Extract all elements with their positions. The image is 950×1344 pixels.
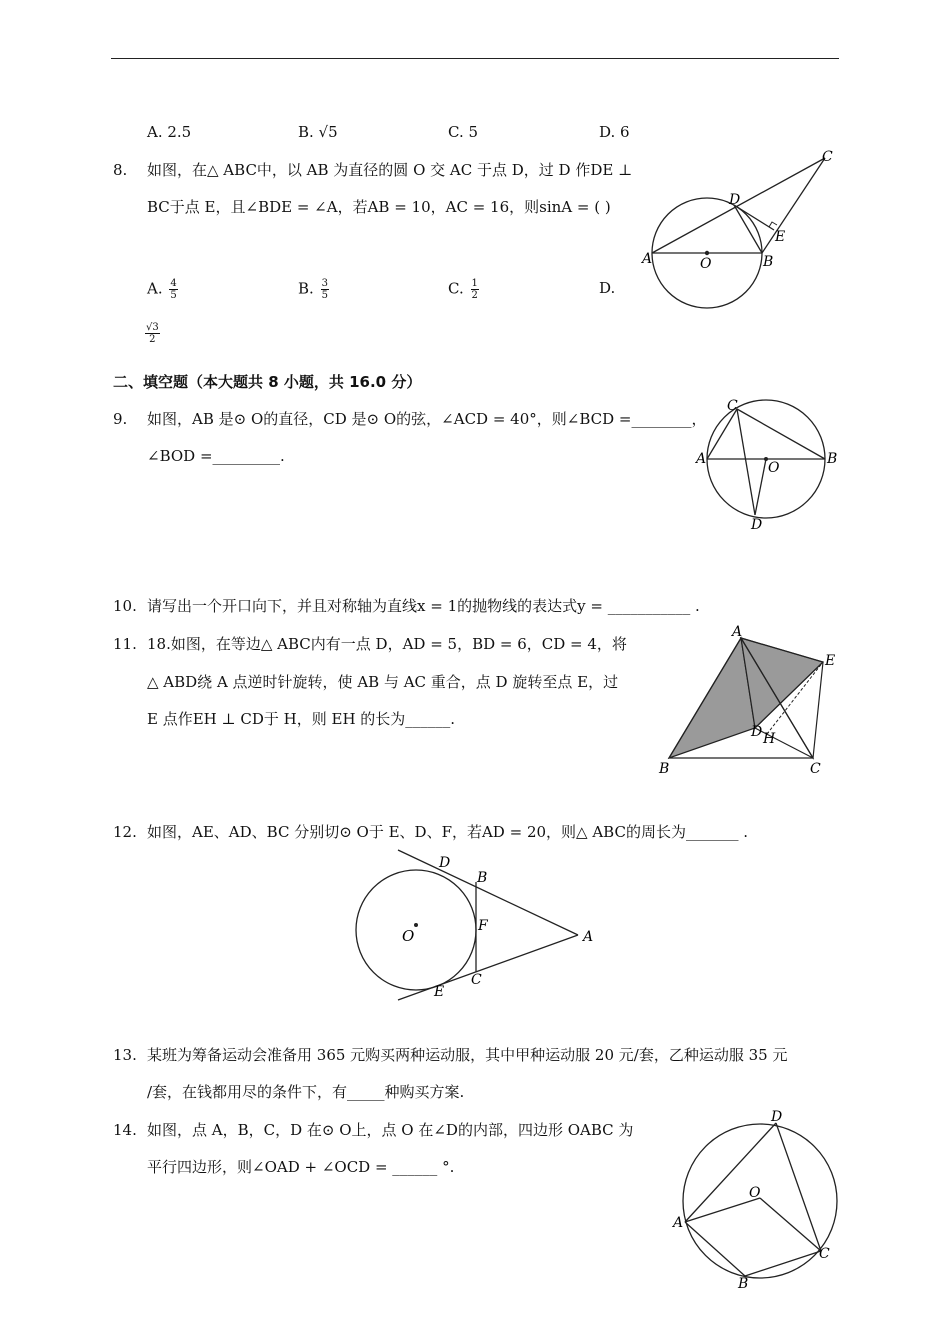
q13-number: 13.: [113, 1046, 137, 1064]
q14-label-o: O: [749, 1185, 761, 1201]
q12-text-line1: 如图，AE、AD、BC 分别切⊙ O于 E、D、F，若AD = 20，则△ ABC的周长为_______ .: [147, 823, 748, 841]
q7-option-a: A. 2.5: [147, 123, 192, 141]
q8-option-d-label: D.: [599, 279, 616, 297]
q12-label-b: B: [477, 870, 488, 886]
q11-label-a: A: [732, 624, 743, 640]
q12-label-e: E: [434, 984, 445, 1000]
q11-label-d: D: [751, 724, 763, 740]
frac-num: 1: [471, 278, 478, 289]
q8-option-b-label: B.: [298, 279, 314, 298]
q8-label-a: A: [642, 251, 653, 267]
q11-shaded-triangle-abd: [669, 638, 755, 758]
q8-option-a: [147, 278, 178, 301]
q8-text-line1: 如图，在△ ABC中，以 AB 为直径的圆 O 交 AC 于点 D，过 D 作DE ⊥: [147, 161, 633, 179]
q9-label-o: O: [768, 460, 780, 476]
q10-number: 10.: [113, 597, 137, 615]
header-rule: [111, 58, 839, 59]
q8-label-b: B: [763, 254, 774, 270]
q12-tangent-ae: [398, 935, 578, 1000]
q14-label-c: C: [819, 1246, 830, 1262]
q14-figure: [668, 1105, 848, 1295]
q8-label-c: C: [822, 149, 833, 165]
q11-number: 11.: [113, 635, 137, 653]
q13-text-line1: 某班为筹备运动会准备用 365 元购买两种运动服，其中甲种运动服 20 元/套，乙种运动服 35 元: [147, 1046, 788, 1064]
frac-num: 3: [321, 278, 328, 289]
frac-den: 2: [149, 334, 156, 345]
q14-label-d: D: [771, 1109, 783, 1125]
q9-label-d: D: [751, 517, 763, 533]
q8-option-d-fraction: [145, 322, 160, 345]
q12-label-o: O: [402, 927, 415, 945]
q14-text-line1: 如图，点 A，B，C，D 在⊙ O上，点 O 在∠D的内部，四边形 OABC 为: [147, 1121, 634, 1139]
q8-label-e: E: [775, 229, 786, 245]
frac-den: 5: [321, 290, 328, 301]
q14-circle: [683, 1124, 837, 1278]
q14-text-line2: 平行四边形，则∠OAD + ∠OCD = ______ °.: [147, 1158, 455, 1176]
q9-label-b: B: [827, 451, 838, 467]
q8-option-a-fraction: [169, 278, 177, 301]
q8-text-line2: BC于点 E，且∠BDE = ∠A，若AB = 10，AC = 16，则sinA = ( ): [147, 198, 611, 216]
q12-label-c: C: [471, 972, 482, 988]
q12-number: 12.: [113, 823, 137, 841]
q8-segment-bc: [762, 158, 825, 253]
q8-segment-de: [734, 205, 774, 230]
q9-figure: [695, 393, 845, 533]
q8-option-b: [298, 278, 329, 301]
q11-label-e: E: [825, 653, 836, 669]
q14-label-b: B: [738, 1276, 749, 1292]
q8-option-c-fraction: [471, 278, 479, 301]
q12-circle: [356, 870, 476, 990]
q11-label-b: B: [659, 761, 670, 777]
q11-label-h: H: [763, 731, 776, 747]
q11-text-line2: △ ABD绕 A 点逆时针旋转，使 AB 与 AC 重合，点 D 旋转至点 E，过: [147, 673, 619, 691]
q11-text-line1: 18.如图，在等边△ ABC内有一点 D，AD = 5，BD = 6，CD = 4，将: [147, 635, 627, 653]
section-title-fill-in: 二、填空题（本大题共 8 小题，共 16.0 分）: [113, 373, 422, 391]
q8-option-b-fraction: [321, 278, 329, 301]
q7-option-d: D. 6: [599, 123, 630, 141]
q10-text-line1: 请写出一个开口向下，并且对称轴为直线x = 1的抛物线的表达式y = ___________ .: [147, 597, 700, 615]
q13-text-line2: /套，在钱都用尽的条件下，有_____种购买方案.: [147, 1083, 465, 1101]
q12-label-d: D: [439, 855, 451, 871]
q14-segment-ab: [685, 1222, 745, 1276]
q8-label-o: O: [700, 256, 712, 272]
q9-label-c: C: [727, 398, 738, 414]
frac-den: 2: [471, 290, 478, 301]
q7-option-c: C. 5: [448, 123, 479, 141]
q9-label-a: A: [696, 451, 707, 467]
q9-segment-cd: [737, 409, 755, 515]
frac-num: √3: [146, 322, 159, 333]
q8-right-angle-mark: [769, 222, 777, 227]
q9-text-line1: 如图，AB 是⊙ O的直径，CD 是⊙ O的弦，∠ACD = 40°，则∠BCD =________，: [147, 410, 707, 428]
q8-figure: [636, 140, 846, 315]
q8-option-c: [448, 278, 479, 301]
q11-shaded-triangle-ace: [741, 638, 823, 728]
q12-label-f: F: [478, 918, 488, 934]
frac-num: 4: [170, 278, 177, 289]
q9-segment-ca: [707, 409, 737, 459]
q12-center-dot: [414, 923, 418, 927]
q11-label-c: C: [810, 761, 821, 777]
q12-tangent-ad: [398, 850, 578, 935]
q12-label-a: A: [583, 929, 594, 945]
q8-segment-bd: [734, 205, 762, 253]
q14-label-a: A: [673, 1215, 684, 1231]
q9-number: 9.: [113, 410, 128, 428]
q11-text-line3: E 点作EH ⊥ CD于 H，则 EH 的长为______.: [147, 710, 456, 728]
q9-segment-od: [755, 459, 766, 515]
q14-segment-bc: [745, 1251, 821, 1276]
q9-segment-cb: [737, 409, 825, 459]
q8-option-c-label: C.: [448, 279, 464, 298]
q8-option-a-label: A.: [147, 279, 163, 298]
q8-label-d: D: [729, 192, 741, 208]
q8-number: 8.: [113, 161, 128, 179]
q12-figure: [350, 845, 610, 1005]
q11-figure: [655, 620, 845, 780]
q9-text-line2: ∠BOD =_________.: [147, 447, 285, 465]
q7-option-b: B. √5: [298, 123, 338, 141]
frac-den: 5: [170, 290, 177, 301]
q14-number: 14.: [113, 1121, 137, 1139]
q8-center-dot: [705, 251, 709, 255]
